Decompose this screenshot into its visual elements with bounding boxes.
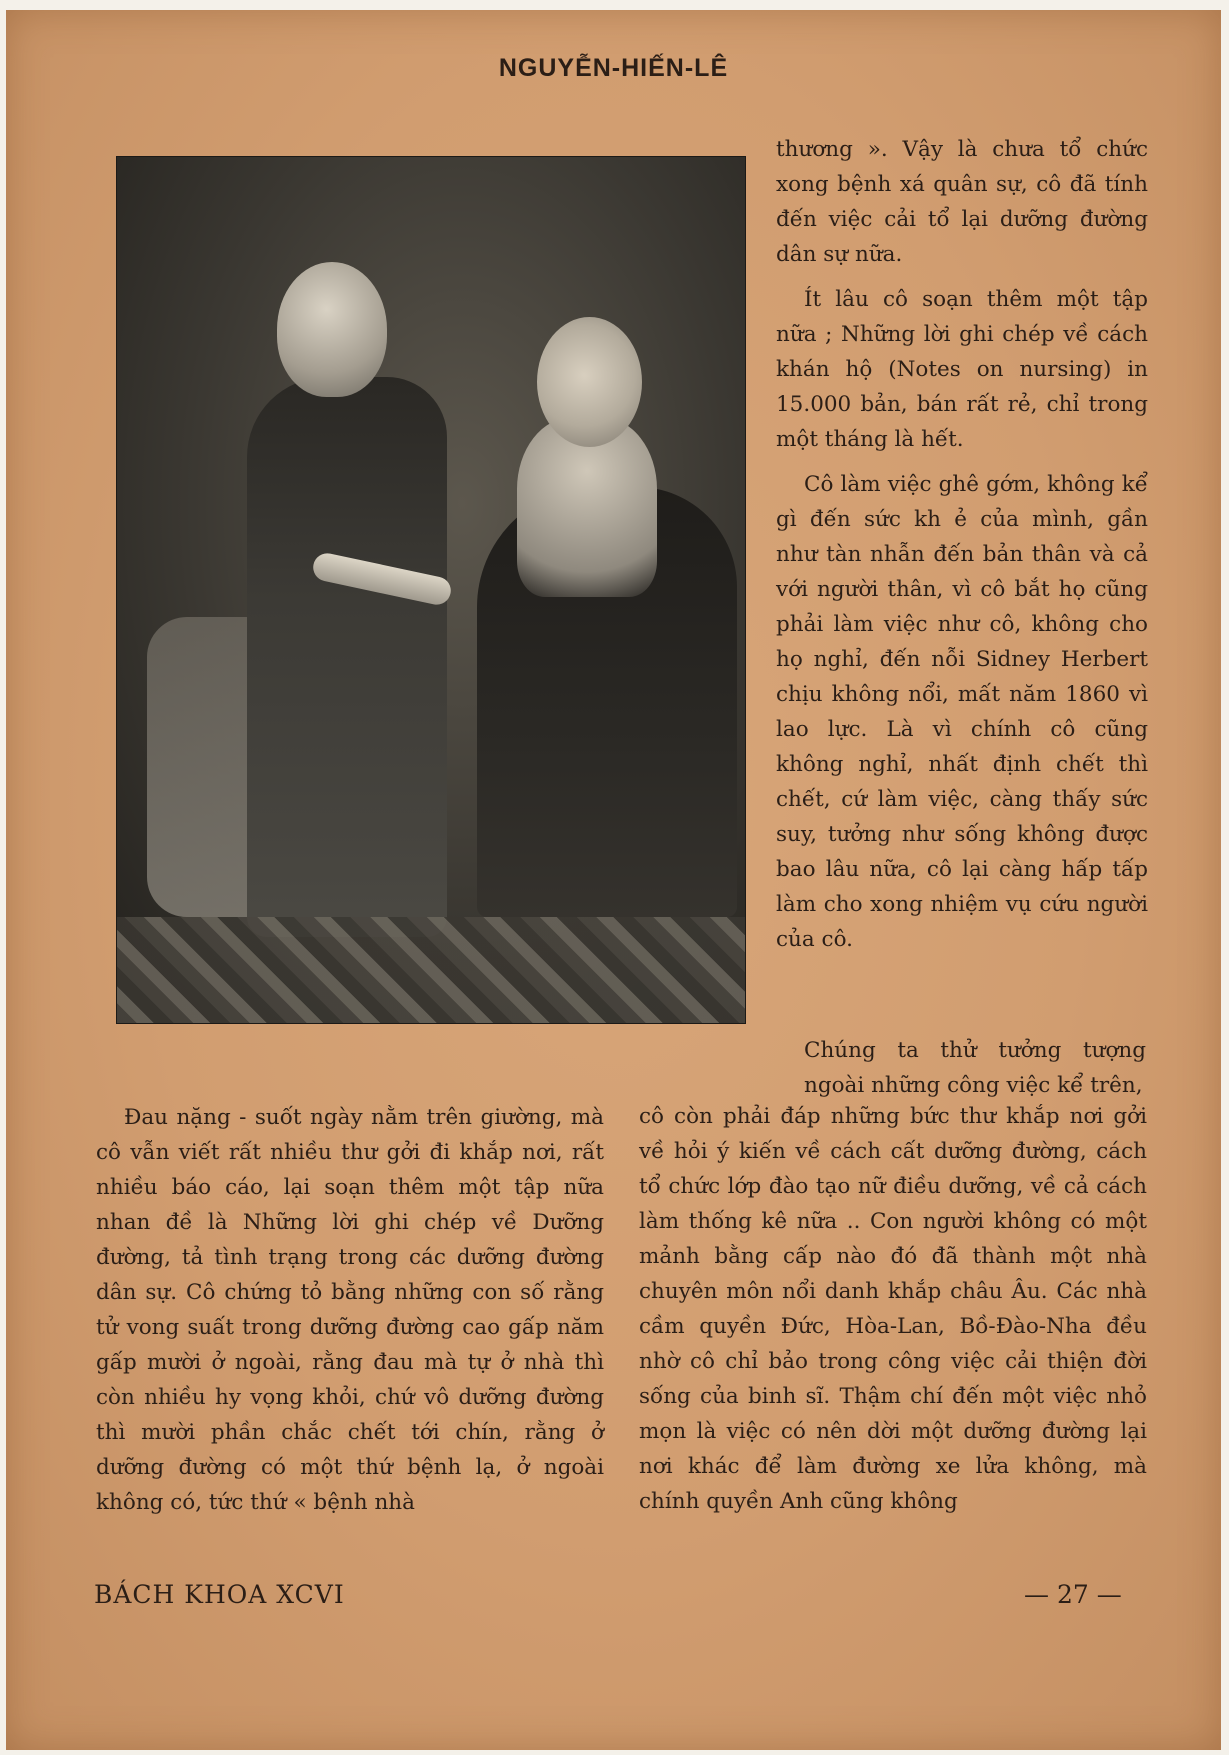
photograph (116, 156, 746, 1024)
page (6, 10, 1221, 1750)
right-column-top (776, 132, 1148, 967)
paragraph: Cô làm việc ghê gớm, không kể gì đến sức kh ẻ của mình, gần như tàn nhẫn đến bản thân và cả với người thân, vì cô bắt họ cũng phải làm việc như cô, không cho họ nghỉ, đến nỗi Sidney Herbert chịu không nổi, mất năm 1860 vì lao lực. Là vì chính cô cũng không nghỉ, nhất định chết thì chết, cứ làm việc, càng thấy sức suy, tưởng như sống không được bao lâu nữa, cô lại càng hấp tấp làm cho xong nhiệm vụ cứu người của cô. (776, 472, 1148, 952)
photo-carpet (117, 917, 745, 1023)
footer-page-number: — 27 — (1024, 1580, 1122, 1609)
paragraph: Đau nặng - suốt ngày nằm trên giường, mà cô vẫn viết rất nhiều thư gởi đi khắp nơi, rất nhiều báo cáo, lại soạn thêm một tập nữa nhan đề là Những lời ghi chép về Dưỡng đường, tả tình trạng trong các dưỡng đường dân sự. Cô chứng tỏ bằng những con số rằng tử vong suất trong dưỡng đường cao gấp năm gấp mười ở ngoài, rằng đau mà tự ở nhà thì còn nhiều hy vọng khỏi, chứ vô dưỡng đường thì mười phần chắc chết tới chín, rằng ở dưỡng đường có một thứ bệnh lạ, ở ngoài không có, tức thứ « bệnh nhà (96, 1105, 604, 1515)
right-column-bottom (639, 1099, 1147, 1529)
paragraph: Ít lâu cô soạn thêm một tập nữa ; Những lời ghi chép về cách khán hộ (Notes on nursing) in 15.000 bản, bán rất rẻ, chỉ trong một tháng là hết. (776, 287, 1148, 452)
page-header: NGUYỄN-HIẾN-LÊ (498, 54, 729, 82)
paragraph: thương ». Vậy là chưa tổ chức xong bệnh xá quân sự, cô đã tính đến việc cải tổ lại dưỡng đường dân sự nữa. (776, 137, 1148, 267)
paragraph: cô còn phải đáp những bức thư khắp nơi gởi về hỏi ý kiến về cách cất dưỡng đường, cách tổ chức lớp đào tạo nữ điều dưỡng, về cả cách làm thống kê nữa .. Con người không có một mảnh bằng cấp nào đó đã thành một nhà chuyên môn nổi danh khắp châu Âu. Các nhà cầm quyền Đức, Hòa-Lan, Bồ-Đào-Nha đều nhờ cô chỉ bảo trong công việc cải thiện đời sống của binh sĩ. Thậm chí đến một việc nhỏ mọn là việc có nên dời một dưỡng đường lại nơi khác để làm đường xe lửa không, mà chính quyền Anh cũng không (639, 1104, 1147, 1514)
photo-figure-man-body (247, 377, 447, 937)
photo-figure-man-head (277, 262, 387, 397)
paragraph-chung: Chúng ta thử tưởng tượng ngoài những công việc kể trên, (804, 1038, 1146, 1098)
left-column-bottom (96, 1100, 604, 1530)
photo-figure-woman-head (537, 317, 642, 447)
footer-magazine: BÁCH KHOA XCVI (94, 1580, 345, 1609)
